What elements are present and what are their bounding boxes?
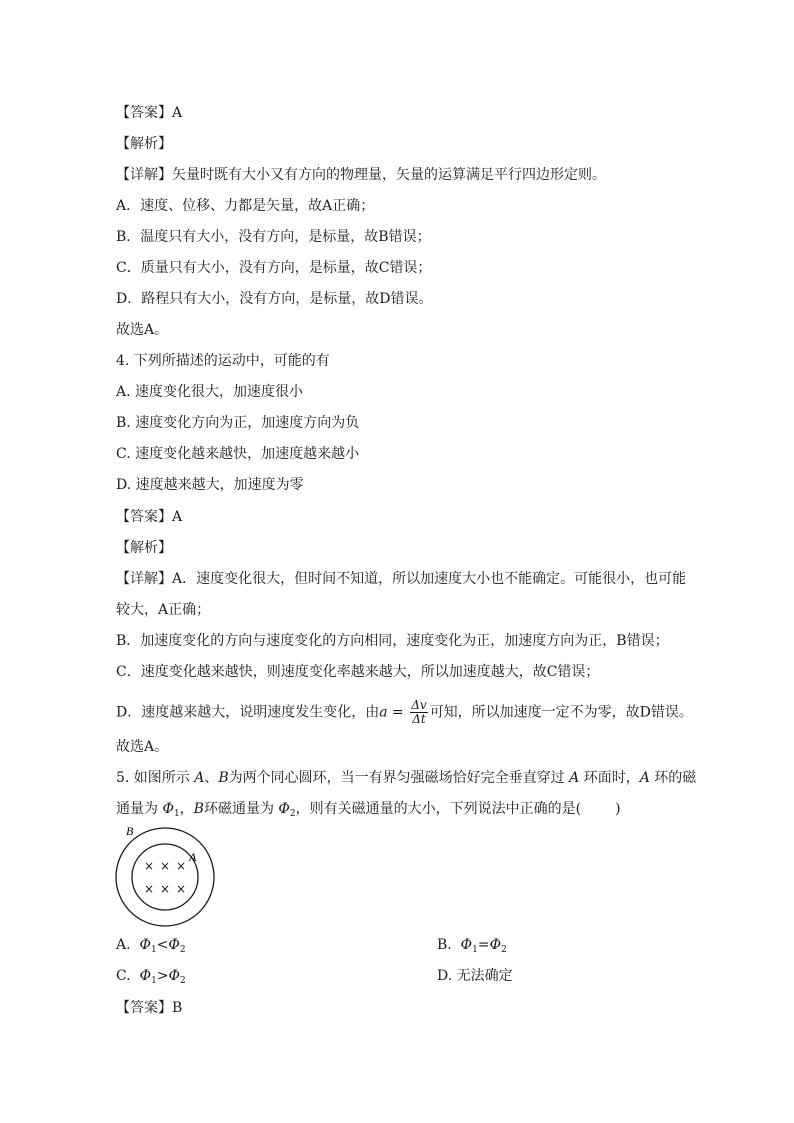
q4-detail-line1: 【详解】A．速度变化很大，但时间不知道，所以加速度大小也不能确定。可能很小，也可能 [116,571,687,587]
phi-symbol: Φ [162,801,174,817]
phi-subscript: 1 [151,976,157,986]
magnetic-field-cross-icon: × [175,882,187,896]
q5-stem-line2 [116,799,621,824]
q5-text: ) [615,801,621,817]
q3-option-a-explanation: A．速度、位移、力都是矢量，故A正确； [116,198,375,214]
q5-text: ， [179,801,194,817]
phi-symbol: Φ [168,937,180,953]
formula-numerator: Δv [411,698,427,712]
q3-answer: 【答案】A [116,105,183,121]
q5-ring-a: A [639,770,650,786]
q5-text: 为两个同心圆环，当一有界匀强磁场恰好完全垂直穿过 [228,770,570,786]
phi-subscript: 2 [501,945,507,955]
q4-option-c: C. 速度变化越来越快，加速度越来越小 [116,446,360,462]
q4-option-d: D. 速度越来越大，加速度为零 [116,477,304,493]
magnetic-field-cross-icon: × [143,882,155,896]
q5-text: 5. 如图所示 [116,770,195,786]
q4-option-c-explanation: C．速度变化越来越快，则速度变化率越来越大，所以加速度越大，故C错误； [116,664,600,680]
phi-subscript: 1 [173,809,180,819]
q5-text: 、 [204,770,219,786]
comparison-operator: < [156,937,169,953]
phi-symbol: Φ [489,937,502,953]
formula-fraction [410,699,427,726]
q5-ring-a: A [569,770,580,786]
q4-analysis-heading: 【解析】 [116,540,172,556]
ring-b-circle [116,828,214,926]
q3-detail: 【详解】矢量时既有大小又有方向的物理量，矢量的运算满足平行四边形定则。 [116,167,606,183]
q4-detail-line2: 较大，A正确； [116,602,211,618]
phi-subscript: 1 [472,945,478,955]
formula-denominator: Δt [412,712,426,726]
q3-option-c-explanation: C．质量只有大小，没有方向，是标量，故C错误； [116,260,432,276]
comparison-operator: = [477,937,490,953]
q5-option-d: D. 无法确定 [437,968,513,984]
magnetic-field-cross-icon: × [159,859,171,873]
q4-stem: 4. 下列所描述的运动中，可能的有 [116,353,330,369]
phi-subscript: 2 [179,945,186,955]
magnetic-field-cross-icon: × [175,859,187,873]
phi-subscript: 1 [150,945,157,955]
q4-option-a: A. 速度变化很大，加速度很小 [116,384,304,400]
q5-option-c [116,966,186,991]
q3-option-b-explanation: B．温度只有大小，没有方向，是标量，故B错误； [116,229,431,245]
q5-ring-b: B [193,801,204,817]
q3-analysis-heading: 【解析】 [116,136,172,152]
q5-option-a [116,935,186,960]
q5-text: 通量为 [116,801,163,817]
phi-symbol: Φ [278,801,290,817]
q4-d-text-after: 可知，所以加速度一定不为零，故D错误。 [429,704,693,721]
phi-subscript: 2 [289,809,296,819]
q5-text: ，则有关磁通量的大小，下列说法中正确的是( [295,801,582,817]
option-label: C. [116,968,131,984]
q5-ring-b: B [218,770,229,786]
q4-option-b-explanation: B．加速度变化的方向与速度变化的方向相同，速度变化为正，加速度方向为正，B错误； [116,633,669,649]
q4-option-d-explanation [116,699,693,726]
phi-subscript: 2 [180,976,186,986]
formula-equals: = [387,704,409,721]
q3-conclusion: 故选A。 [116,322,169,338]
magnetic-field-cross-icon: × [159,882,171,896]
q5-ring-a: A [194,770,205,786]
ring-a-label: A [189,850,197,864]
magnetic-field-cross-icon: × [143,859,155,873]
phi-symbol: Φ [139,968,152,984]
formula-a: a [379,704,388,721]
option-label: A. [116,937,131,953]
option-label: B. [437,937,452,953]
ring-b-label: B [126,825,134,838]
phi-symbol: Φ [139,937,151,953]
q5-stem-line1 [116,768,696,788]
phi-symbol: Φ [460,937,473,953]
q5-option-b [437,935,507,960]
q5-text: 环面时， [579,770,640,786]
q4-answer: 【答案】A [116,509,183,525]
q4-d-text-before: D．速度越来越大，说明速度发生变化，由 [116,704,380,721]
q5-text: 环磁通量为 [203,801,279,817]
concentric-rings-figure [110,825,220,930]
comparison-operator: > [156,968,169,984]
q4-option-b: B. 速度变化方向为正，加速度方向为负 [116,415,360,431]
q5-text: 环的磁 [649,770,697,786]
phi-symbol: Φ [168,968,181,984]
q5-answer: 【答案】B [116,1000,183,1016]
q3-option-d-explanation: D．路程只有大小，没有方向，是标量，故D错误。 [116,291,433,307]
q4-conclusion: 故选A。 [116,739,169,755]
